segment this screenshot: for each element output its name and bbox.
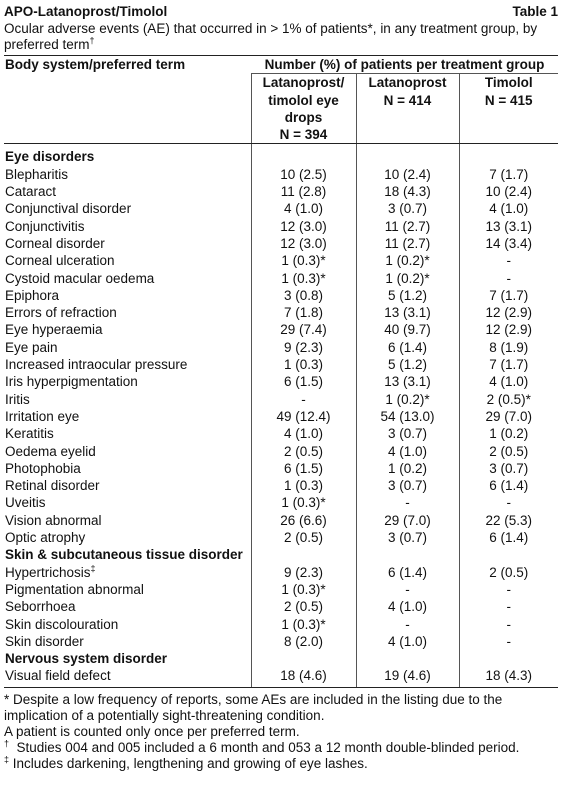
table-row: [4, 200, 558, 217]
value-cell: 29 (7.4): [251, 321, 356, 338]
value-cell: 12 (2.9): [459, 321, 558, 338]
value-cell: 1 (0.2)*: [356, 270, 459, 287]
preferred-term: Hypertrichosis‡: [5, 563, 96, 580]
value-cell: 6 (1.4): [459, 477, 558, 494]
preferred-term: Skin disorder: [5, 633, 84, 649]
value-cell: 1 (0.3): [251, 477, 356, 494]
value-cell: -: [459, 270, 558, 287]
table-row: [4, 443, 558, 460]
preferred-term: Eye pain: [5, 339, 58, 355]
group-header: Number (%) of patients per treatment group: [251, 56, 558, 74]
value-cell: 4 (1.0): [356, 443, 459, 460]
preferred-term: Photophobia: [5, 460, 81, 476]
value-cell: 3 (0.7): [356, 529, 459, 546]
preferred-term: Epiphora: [5, 287, 60, 303]
value-cell: 7 (1.7): [459, 287, 558, 304]
value-cell: 2 (0.5): [459, 564, 558, 581]
value-cell: 1 (0.3)*: [251, 252, 356, 269]
table-row: [4, 512, 558, 529]
value-cell: 2 (0.5)*: [459, 391, 558, 408]
value-cell: 18 (4.3): [459, 667, 558, 687]
preferred-term: Irritation eye: [5, 408, 80, 424]
value-cell: 4 (1.0): [251, 425, 356, 442]
value-cell: 2 (0.5): [251, 529, 356, 546]
document-header: [4, 3, 558, 20]
table-row: [4, 356, 558, 373]
value-cell: 12 (2.9): [459, 304, 558, 321]
value-cell: 10 (2.4): [459, 183, 558, 200]
table-row: [4, 287, 558, 304]
table-row: [4, 270, 558, 287]
table-row: [4, 252, 558, 269]
value-cell: 2 (0.5): [459, 443, 558, 460]
value-cell: 2 (0.5): [251, 443, 356, 460]
preferred-term: Iris hyperpigmentation: [5, 374, 138, 390]
value-cell: 5 (1.2): [356, 287, 459, 304]
value-cell: 13 (3.1): [356, 373, 459, 390]
preferred-term: Vision abnormal: [5, 512, 102, 528]
value-cell: 26 (6.6): [251, 512, 356, 529]
section-label: Eye disorders: [5, 149, 95, 165]
footnote-asterisk: * Despite a low frequency of reports, some AEs are included in the listing due to the implication of a potentially sight-threatening condition.: [4, 691, 503, 723]
preferred-term: Increased intraocular pressure: [5, 357, 188, 373]
section-label: Skin & subcutaneous tissue disorder: [5, 547, 243, 563]
table-row: [4, 494, 558, 511]
table-row: [4, 218, 558, 235]
group-header-latanoprost-timolol: Latanoprost/ timolol eye drops N = 394: [251, 74, 356, 144]
table-row: [4, 529, 558, 546]
value-cell: -: [459, 598, 558, 615]
value-cell: 1 (0.3)*: [251, 270, 356, 287]
value-cell: 4 (1.0): [459, 200, 558, 217]
value-cell: -: [459, 616, 558, 633]
footnote-counted: A patient is counted only once per preferred term.: [4, 723, 300, 739]
value-cell: 4 (1.0): [251, 200, 356, 217]
preferred-term: Cystoid macular oedema: [5, 270, 155, 286]
table-header-row: [4, 56, 558, 74]
term-footnote-mark: ‡: [90, 563, 96, 574]
value-cell: 3 (0.7): [356, 425, 459, 442]
value-cell: 3 (0.7): [356, 200, 459, 217]
preferred-term: Conjunctival disorder: [5, 201, 132, 217]
caption-text: Ocular adverse events (AE) that occurred in > 1% of patients*, in any treatment group, by preferred term: [4, 21, 538, 52]
value-cell: 4 (1.0): [459, 373, 558, 390]
value-cell: 3 (0.7): [356, 477, 459, 494]
value-cell: 5 (1.2): [356, 356, 459, 373]
value-cell: 13 (3.1): [356, 304, 459, 321]
value-cell: 6 (1.5): [251, 460, 356, 477]
preferred-term: Optic atrophy: [5, 530, 86, 546]
value-cell: -: [459, 252, 558, 269]
footnote-double-dagger: ‡ Includes darkening, lengthening and growing of eye lashes.: [4, 754, 368, 771]
table-row: [4, 564, 558, 581]
value-cell: 18 (4.3): [356, 183, 459, 200]
preferred-term: Retinal disorder: [5, 478, 100, 494]
table-row: [4, 235, 558, 252]
table-caption: [4, 21, 558, 53]
table-number: Table 1: [512, 4, 558, 19]
value-cell: 11 (2.8): [251, 183, 356, 200]
empty-cell: [459, 144, 558, 166]
value-cell: 3 (0.8): [251, 287, 356, 304]
value-cell: 22 (5.3): [459, 512, 558, 529]
value-cell: 1 (0.2): [356, 460, 459, 477]
caption-dagger-mark: †: [89, 35, 95, 46]
table-row: [4, 339, 558, 356]
preferred-term: Pigmentation abnormal: [5, 581, 144, 597]
empty-cell: [459, 546, 558, 563]
table-row: [4, 183, 558, 200]
value-cell: 7 (1.7): [459, 166, 558, 183]
group-header-latanoprost: Latanoprost N = 414: [356, 74, 459, 144]
adverse-events-table: [4, 55, 558, 688]
preferred-term: Errors of refraction: [5, 305, 117, 321]
body-system-header: Body system/preferred term: [4, 56, 251, 144]
table-row: [4, 633, 558, 650]
empty-cell: [356, 144, 459, 166]
value-cell: 40 (9.7): [356, 321, 459, 338]
table-row: [4, 460, 558, 477]
footnotes: [4, 692, 558, 772]
value-cell: 12 (3.0): [251, 218, 356, 235]
preferred-term: Corneal disorder: [5, 235, 105, 251]
value-cell: 12 (3.0): [251, 235, 356, 252]
value-cell: 7 (1.8): [251, 304, 356, 321]
value-cell: -: [356, 581, 459, 598]
value-cell: 49 (12.4): [251, 408, 356, 425]
value-cell: 9 (2.3): [251, 564, 356, 581]
empty-cell: [251, 546, 356, 563]
table-row: [4, 616, 558, 633]
table-row: [4, 425, 558, 442]
value-cell: 3 (0.7): [459, 460, 558, 477]
value-cell: 11 (2.7): [356, 218, 459, 235]
group-header-timolol: Timolol N = 415: [459, 74, 558, 144]
table-row: [4, 408, 558, 425]
value-cell: 8 (1.9): [459, 339, 558, 356]
preferred-term: Skin discolouration: [5, 616, 119, 632]
preferred-term: Iritis: [5, 391, 30, 407]
value-cell: 4 (1.0): [356, 633, 459, 650]
table-body: [4, 144, 558, 687]
value-cell: 7 (1.7): [459, 356, 558, 373]
empty-cell: [356, 650, 459, 667]
table-row: [4, 304, 558, 321]
value-cell: 6 (1.4): [356, 564, 459, 581]
value-cell: 1 (0.2)*: [356, 252, 459, 269]
footnote-dagger: † Studies 004 and 005 included a 6 month and 053 a 12 month double-blinded period.: [4, 738, 520, 755]
preferred-term: Oedema eyelid: [5, 443, 96, 459]
value-cell: 1 (0.3): [251, 356, 356, 373]
table-row: [4, 321, 558, 338]
table-row: [4, 373, 558, 390]
value-cell: 2 (0.5): [251, 598, 356, 615]
value-cell: 1 (0.3)*: [251, 581, 356, 598]
value-cell: 1 (0.2): [459, 425, 558, 442]
value-cell: -: [459, 494, 558, 511]
value-cell: 6 (1.5): [251, 373, 356, 390]
preferred-term: Blepharitis: [5, 166, 69, 182]
table-row: [4, 581, 558, 598]
preferred-term: Seborrhoea: [5, 599, 76, 615]
empty-cell: [251, 144, 356, 166]
value-cell: 6 (1.4): [459, 529, 558, 546]
empty-cell: [251, 650, 356, 667]
empty-cell: [459, 650, 558, 667]
section-row: [4, 650, 558, 667]
preferred-term: Eye hyperaemia: [5, 322, 103, 338]
value-cell: 9 (2.3): [251, 339, 356, 356]
preferred-term: Keratitis: [5, 426, 54, 442]
value-cell: -: [251, 391, 356, 408]
preferred-term: Cataract: [5, 184, 57, 200]
table-row: [4, 477, 558, 494]
value-cell: 14 (3.4): [459, 235, 558, 252]
value-cell: 29 (7.0): [356, 512, 459, 529]
preferred-term: Corneal ulceration: [5, 253, 115, 269]
preferred-term: Visual field defect: [4, 667, 251, 687]
value-cell: -: [356, 494, 459, 511]
value-cell: 1 (0.2)*: [356, 391, 459, 408]
document-title: APO-Latanoprost/Timolol: [4, 4, 168, 19]
table-row: [4, 667, 558, 687]
value-cell: 13 (3.1): [459, 218, 558, 235]
value-cell: -: [459, 633, 558, 650]
section-row: [4, 144, 558, 166]
value-cell: 4 (1.0): [356, 598, 459, 615]
preferred-term: Uveitis: [5, 495, 46, 511]
value-cell: 11 (2.7): [356, 235, 459, 252]
value-cell: 6 (1.4): [356, 339, 459, 356]
value-cell: 10 (2.5): [251, 166, 356, 183]
value-cell: 18 (4.6): [251, 667, 356, 687]
value-cell: -: [459, 581, 558, 598]
table-row: [4, 166, 558, 183]
table-row: [4, 391, 558, 408]
preferred-term: Conjunctivitis: [5, 218, 85, 234]
value-cell: -: [356, 616, 459, 633]
table-row: [4, 598, 558, 615]
value-cell: 19 (4.6): [356, 667, 459, 687]
value-cell: 1 (0.3)*: [251, 616, 356, 633]
value-cell: 8 (2.0): [251, 633, 356, 650]
section-label: Nervous system disorder: [5, 651, 168, 667]
value-cell: 29 (7.0): [459, 408, 558, 425]
section-row: [4, 546, 558, 563]
dagger-mark: †: [4, 738, 10, 749]
value-cell: 1 (0.3)*: [251, 494, 356, 511]
value-cell: 54 (13.0): [356, 408, 459, 425]
double-dagger-mark: ‡: [4, 754, 10, 765]
value-cell: 10 (2.4): [356, 166, 459, 183]
empty-cell: [356, 546, 459, 563]
